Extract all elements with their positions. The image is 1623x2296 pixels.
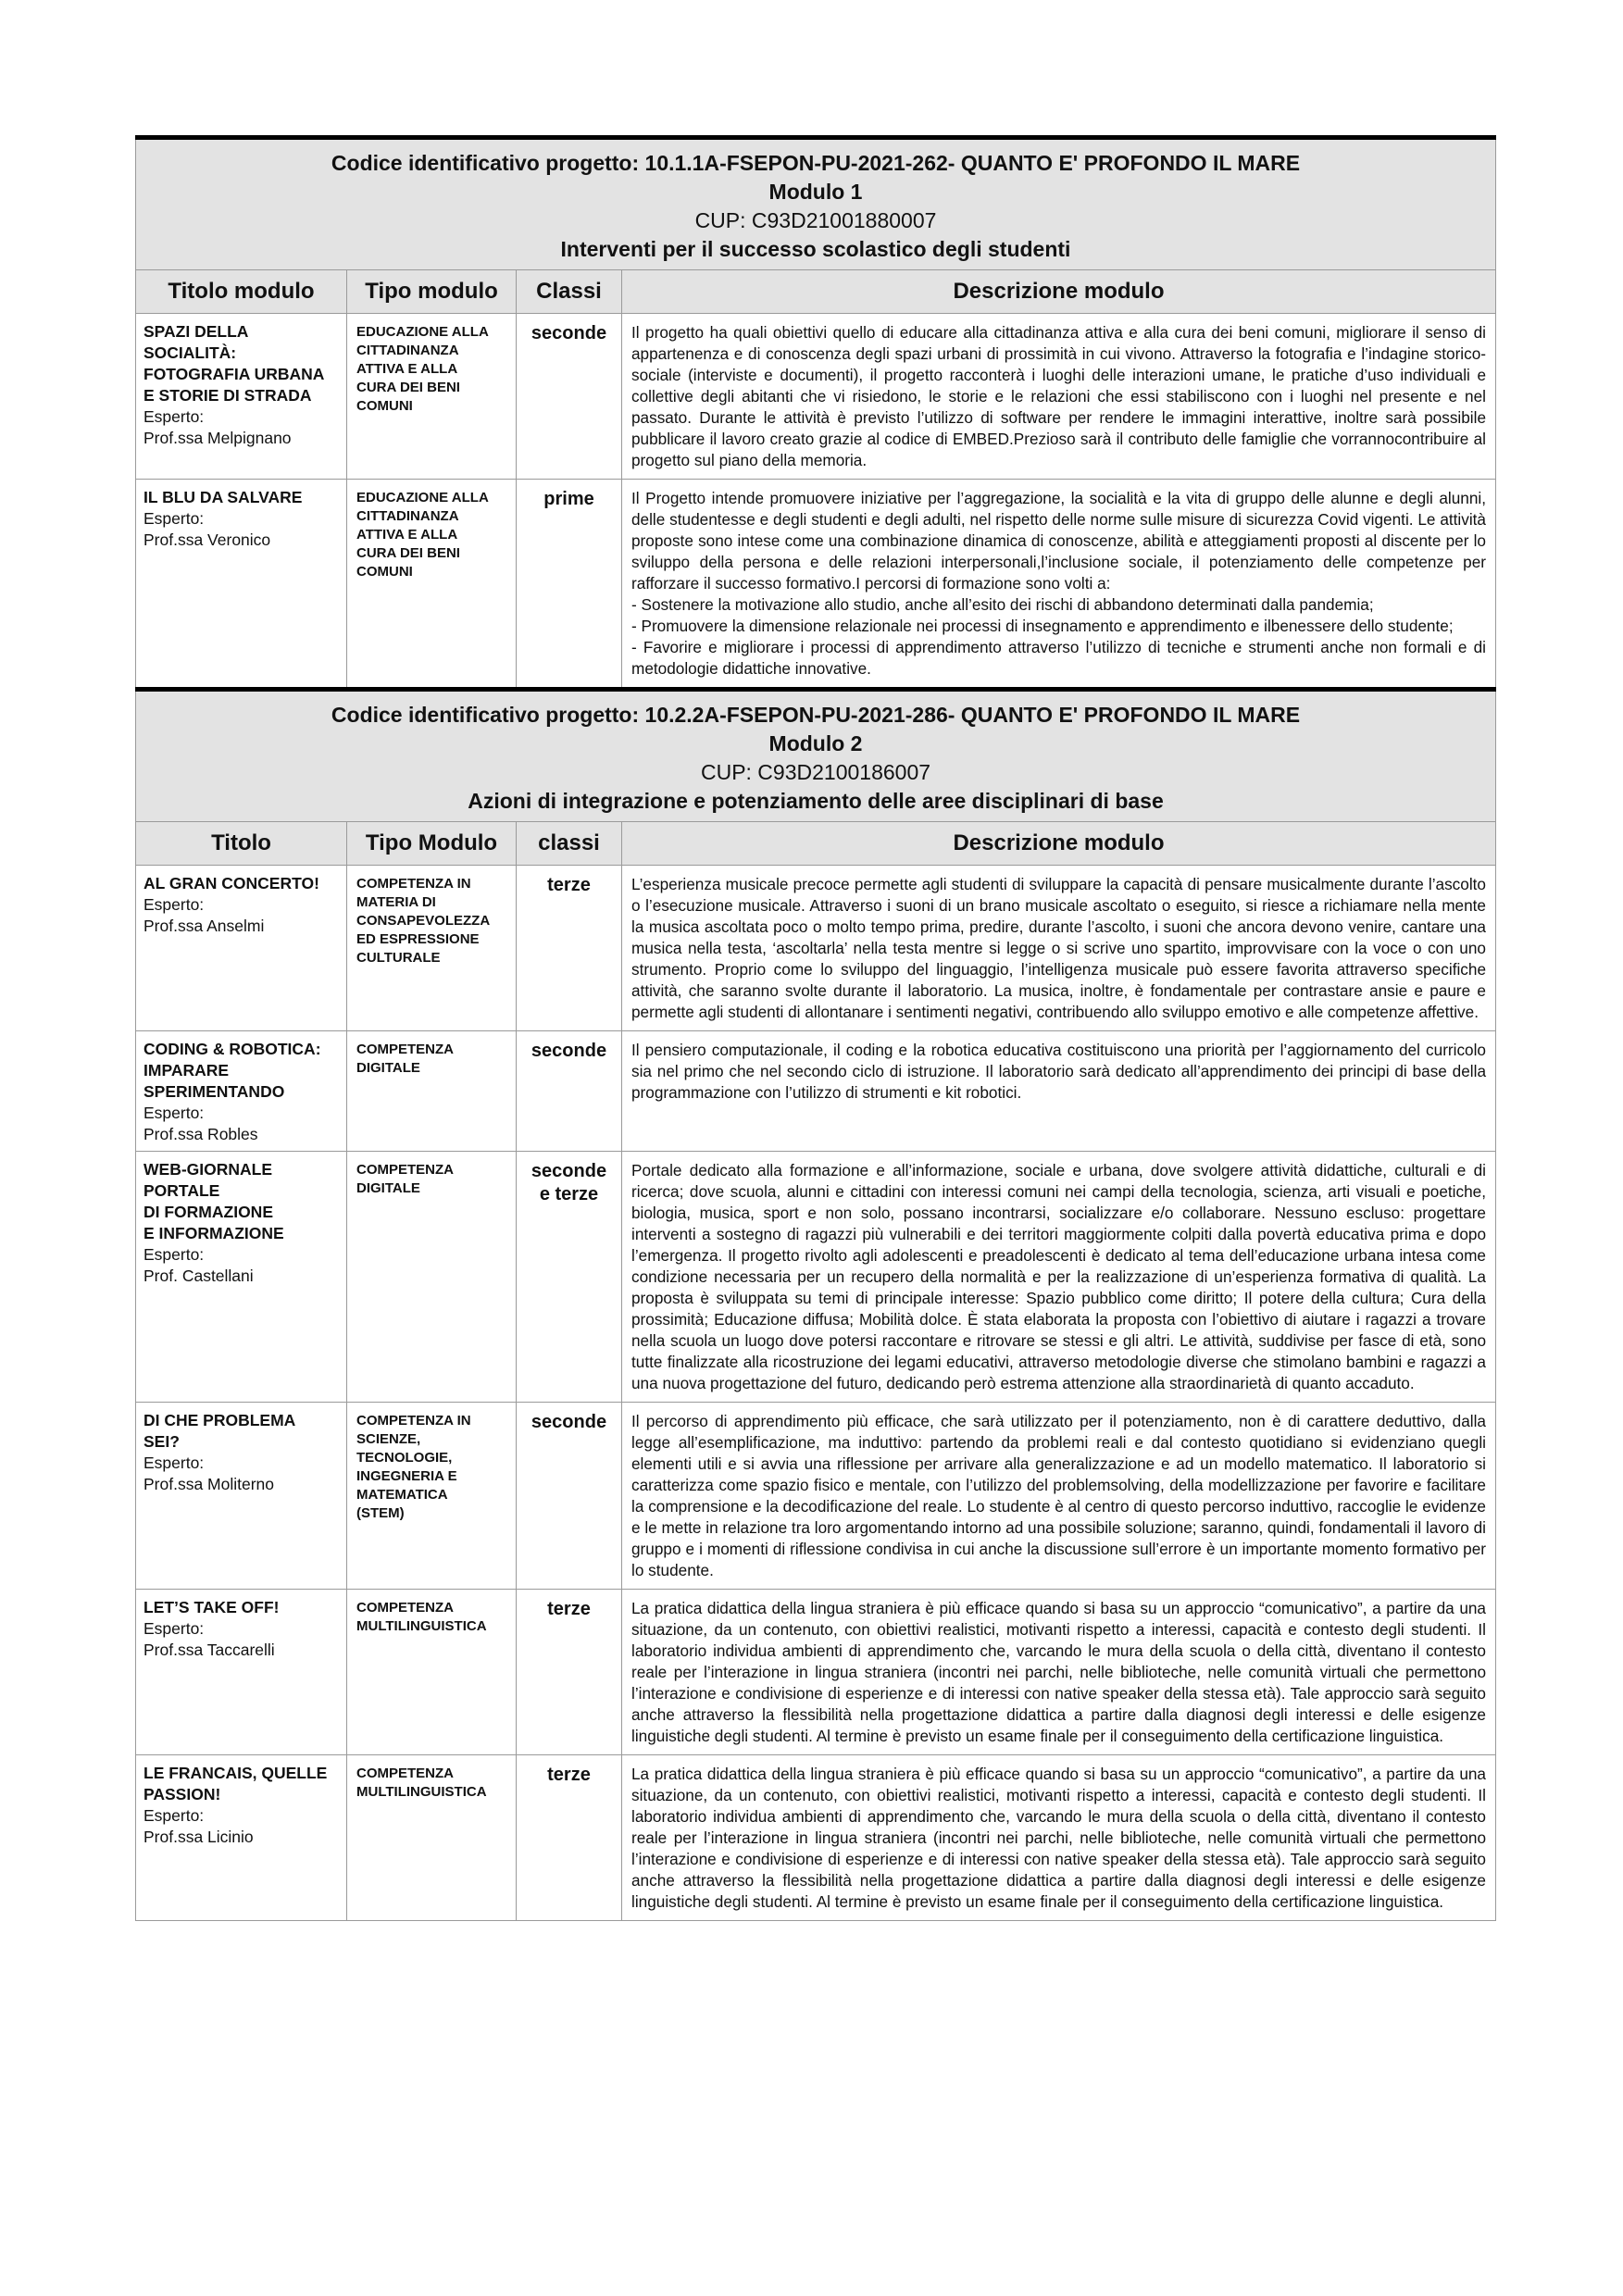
module-title-cell — [136, 866, 347, 1031]
module-description — [622, 1590, 1496, 1755]
modules-table — [135, 135, 1496, 1921]
module-type: EDUCAZIONE ALLA CITTADINANZA ATTIVA E ALLA CURA DEI BENI COMUNI — [347, 314, 517, 480]
description-paragraph: Il pensiero computazionale, il coding e la robotica educativa costituiscono una priorità per l’aggiornamento del curricolo sia nel primo che nel secondo ciclo di istruzione. Il laboratorio sarà dedicato all’apprendimento dei principi di base della programmazione con l’utilizzo di strumenti e kit robotici. — [631, 1041, 1486, 1102]
expert-label: Esperto: — [144, 895, 205, 914]
module-title: AL GRAN CONCERTO! — [144, 874, 319, 892]
description-paragraph: Il Progetto intende promuovere iniziative per l’aggregazione, la socialità e la vita di gruppo delle alunne e degli alunni, delle studentesse e degli studenti e degli adulti, nel rispetto delle norme sulle misure di sicurezza Covid vigenti. Le attività proposte sono intese come una combinazione dinamica di conoscenze, abilità e atteggiamenti proposti al discente per lo sviluppo della persona e delle relazioni interpersonali,l’inclusione sociale, il potenziamento delle competenze per rafforzare il successo formativo.I percorsi di formazione sono volti a: — [631, 489, 1486, 593]
type-header: Tipo modulo — [347, 270, 517, 314]
module-title-cell — [136, 314, 347, 480]
expert-label: Esperto: — [144, 1104, 205, 1122]
module-description — [622, 866, 1496, 1031]
expert-name: Prof.ssa Moliterno — [144, 1475, 275, 1493]
classes-header: classi — [517, 822, 622, 866]
module-row — [136, 1755, 1496, 1921]
project-header-inner — [136, 140, 1495, 269]
description-header: Descrizione modulo — [622, 822, 1496, 866]
title-header: Titolo — [136, 822, 347, 866]
expert-name: Prof.ssa Taccarelli — [144, 1641, 275, 1659]
description-paragraph: La pratica didattica della lingua straniera è più efficace quando si basa su un approccio “comunicativo”, a partire da una situazione, da un contenuto, con obiettivi realistici, motivanti rispetto a interessi, capacità e contesto degli studenti. Il laboratorio individua ambienti di apprendimento che, varcando le mura della scuola o della città, diventano il contesto reale per l’interazione in lingua straniera (incontri nei parchi, nelle biblioteche, nelle comunità virtuali che permettono l’interazione e condivisione di esperienze e di interessi con native speaker della stessa età). Tale approccio sarà seguito anche attraverso la flessibilità nella progettazione didattica a partire dalla diagnosi degli interessi e delle esigenze linguistiche degli studenti. Al termine è previsto un esame finale per il conseguimento della certificazione linguistica. — [631, 1599, 1486, 1745]
description-paragraph: Il progetto ha quali obiettivi quello di educare alla cittadinanza attiva e alla cura dei beni comuni, migliorare il senso di appartenenza e di conoscenza degli spazi urbani di prossimità in cui vivono. Attraverso la fotografia e l’indagine storico-sociale (interviste e documenti), il progetto racconterà i luoghi delle interazioni umane, le pratiche d’uso individuali e collettive degli abitanti che vi risiedono, le storie e le relazioni che essi stabiliscono con i luoghi nel presente e nel passato. Durante le attività è previsto l’utilizzo di software per rendere le immagini interattive, inoltre sarà possibile pubblicare il lavoro creato grazie al codice di EMBED.Prezioso sarà il contributo delle famiglie che vorrannocontribuire al progetto sul piano della memoria. — [631, 323, 1486, 469]
project-subtitle: Azioni di integrazione e potenziamento delle aree disciplinari di base — [468, 789, 1164, 813]
module-type: COMPETENZA MULTILINGUISTICA — [347, 1590, 517, 1755]
expert-name: Prof.ssa Anselmi — [144, 917, 265, 935]
module-description — [622, 1755, 1496, 1921]
title-header: Titolo modulo — [136, 270, 347, 314]
expert-label: Esperto: — [144, 1619, 205, 1638]
module-type: COMPETENZA MULTILINGUISTICA — [347, 1755, 517, 1921]
expert-label: Esperto: — [144, 509, 205, 528]
type-header: Tipo Modulo — [347, 822, 517, 866]
module-title: SPAZI DELLA SOCIALITÀ: FOTOGRAFIA URBANA E STORIE DI STRADA — [144, 322, 325, 405]
module-type: COMPETENZA DIGITALE — [347, 1152, 517, 1403]
description-paragraph: L’esperienza musicale precoce permette agli studenti di sviluppare la capacità di pensare musicalmente durante l’ascolto o l’esecuzione musicale. Attraverso i suoni di un brano musicale ascoltato o eseguito, si riesce a richiamare nella mente la musica ascoltata poco o molto tempo prima, predire, durante l’ascolto, i suoni che ancora devono venire, cantare una musica nella testa, ‘ascoltarla’ nella testa mentre si legge o si scrive uno spartito, improvvisare con la voce o con uno strumento. Proprio come lo sviluppo del linguaggio, l’intelligenza musicale può essere favorita attraverso specifiche attività, che saranno svolte durante il laboratorio. La musica, inoltre, è fondamentale per contrastare ansie e paure e permette agli studenti di allontanare i sentimenti negativi, contribuendo allo sviluppo emotivo e alle competenze affettive. — [631, 875, 1486, 1021]
module-classes: terze — [517, 1590, 622, 1755]
project-code: Codice identificativo progetto: 10.2.2A-FSEPON-PU-2021-286- QUANTO E' PROFONDO IL MARE — [331, 703, 1301, 727]
module-row — [136, 1590, 1496, 1755]
module-row — [136, 480, 1496, 690]
expert-name: Prof.ssa Melpignano — [144, 429, 292, 447]
module-title-cell — [136, 1031, 347, 1152]
cup-code: CUP: C93D21001880007 — [694, 208, 937, 232]
expert-name: Prof. Castellani — [144, 1267, 254, 1285]
expert-label: Esperto: — [144, 1245, 205, 1264]
expert-name: Prof.ssa Veronico — [144, 530, 271, 549]
module-title: DI CHE PROBLEMA SEI? — [144, 1411, 296, 1451]
module-number: Modulo 1 — [768, 180, 863, 204]
module-classes: seconde — [517, 1031, 622, 1152]
module-row — [136, 1152, 1496, 1403]
module-description — [622, 1152, 1496, 1403]
module-type: COMPETENZA IN MATERIA DI CONSAPEVOLEZZA ED ESPRESSIONE CULTURALE — [347, 866, 517, 1031]
column-header-row — [136, 822, 1496, 866]
project-header-row — [136, 138, 1496, 270]
module-title-cell — [136, 480, 347, 690]
document-page — [135, 135, 1496, 1921]
project-subtitle: Interventi per il successo scolastico degli studenti — [560, 237, 1071, 261]
description-paragraph: La pratica didattica della lingua straniera è più efficace quando si basa su un approccio “comunicativo”, a partire da una situazione, da un contenuto, con obiettivi realistici, motivanti rispetto a interessi, capacità e contesto degli studenti. Il laboratorio individua ambienti di apprendimento che, varcando le mura della scuola o della città, diventano il contesto reale per l’interazione in lingua straniera (incontri nei parchi, nelle biblioteche, nelle comunità virtuali che permettono l’interazione e condivisione di esperienze e di interessi con native speaker della stessa età). Tale approccio sarà seguito anche attraverso la flessibilità nella progettazione didattica a partire dalla diagnosi degli interessi e delle esigenze linguistiche degli studenti. Al termine è previsto un esame finale per il conseguimento della certificazione linguistica. — [631, 1765, 1486, 1911]
project-header — [136, 690, 1496, 822]
module-row — [136, 866, 1496, 1031]
description-paragraph: Il percorso di apprendimento più efficace, che sarà utilizzato per il potenziamento, non è di carattere deduttivo, dalla legge all’esemplificazione, ma induttivo: partendo da problemi reali e dal contesto quotidiano si evidenziano quegli elementi utili e si avvia una riflessione per arrivare alla generalizzazione e ad un modello matematico. Il laboratorio si caratterizza come spazio fisico e mentale, con l’utilizzo del problemsolving, della modellizzazione per favorire e facilitare la comprensione e la decodificazione del reale. Lo studente è al centro di questo percorso induttivo, raccoglie le evidenze e le mette in relazione tra loro argomentando intorno ad una possibile soluzione; saranno, quindi, fondamentali il lavoro di gruppo e i momenti di riflessione condivisa in cui anche la discussione sull’errore è un importante momento formativo per lo studente. — [631, 1412, 1486, 1579]
module-title-cell — [136, 1590, 347, 1755]
module-classes: terze — [517, 866, 622, 1031]
module-type: COMPETENZA IN SCIENZE, TECNOLOGIE, INGEGNERIA E MATEMATICA (STEM) — [347, 1403, 517, 1590]
description-paragraph: Portale dedicato alla formazione e all’informazione, sociale e urbana, dove svolgere attività didattiche, culturali e di ricerca; dove scuola, alunni e cittadini con interessi comuni nei campi della tecnologia, scienza, arti visuali e poetiche, biologia, musica, sport e non solo, possano incontrarsi, socializzare e/o collaborare. Nessuno escluso: progettare interventi a sostegno di ragazzi più vulnerabili e dei territori maggiormente colpiti dalla povertà educativa prima e dopo l’emergenza. Il progetto rivolto agli adolescenti e preadolescenti è dedicato al tema dell’educazione urbana intesa come condizione necessaria per un recupero della normalità e per la realizzazione di un’esperienza formativa di qualità. La proposta è sviluppata su temi di principale interesse: Spazio pubblico come diritto; Il potere della cultura; Cura della prossimità; Educazione diffusa; Mobilità dolce. È stata elaborata la proposta con l’obiettivo di aiutare i ragazzi a trovare nella scuola un luogo dove potersi raccontare e ritrovare se stessi e gli altri. Le attività, suddivise per fasce di età, sono tutte finalizzate alla ricostruzione dei legami educativi, attraverso metodologie diverse che stimolano bambini e ragazzi a una nuova progettazione del futuro, dedicando però estrema attenzione alla straordinarietà di quanto accaduto. — [631, 1161, 1486, 1392]
module-title: LE FRANCAIS, QUELLE PASSION! — [144, 1764, 328, 1803]
module-type: EDUCAZIONE ALLA CITTADINANZA ATTIVA E ALLA CURA DEI BENI COMUNI — [347, 480, 517, 690]
description-paragraph: - Sostenere la motivazione allo studio, anche all’esito dei rischi di abbandono determinati dalla pandemia; — [631, 595, 1374, 614]
module-description — [622, 1403, 1496, 1590]
module-row — [136, 1031, 1496, 1152]
description-header: Descrizione modulo — [622, 270, 1496, 314]
expert-name: Prof.ssa Robles — [144, 1125, 258, 1143]
module-row — [136, 1403, 1496, 1590]
module-description — [622, 480, 1496, 690]
module-title-cell — [136, 1152, 347, 1403]
module-row — [136, 314, 1496, 480]
expert-label: Esperto: — [144, 1454, 205, 1472]
module-title-cell — [136, 1755, 347, 1921]
module-number: Modulo 2 — [768, 731, 863, 755]
cup-code: CUP: C93D2100186007 — [700, 760, 931, 784]
module-title-cell — [136, 1403, 347, 1590]
module-description — [622, 1031, 1496, 1152]
expert-label: Esperto: — [144, 1806, 205, 1825]
project-code: Codice identificativo progetto: 10.1.1A-FSEPON-PU-2021-262- QUANTO E' PROFONDO IL MARE — [331, 151, 1301, 175]
module-classes: seconde e terze — [517, 1152, 622, 1403]
classes-header: Classi — [517, 270, 622, 314]
module-classes: seconde — [517, 314, 622, 480]
project-header-row — [136, 690, 1496, 822]
project-header-inner — [136, 692, 1495, 821]
description-paragraph: - Promuovere la dimensione relazionale nei processi di insegnamento e apprendimento e ilbenessere dello studente; — [631, 617, 1454, 635]
project-header — [136, 138, 1496, 270]
module-type: COMPETENZA DIGITALE — [347, 1031, 517, 1152]
description-paragraph: - Favorire e migliorare i processi di apprendimento attraverso l’utilizzo di tecniche e strumenti anche non formali e di metodologie didattiche innovative. — [631, 638, 1486, 678]
module-classes: terze — [517, 1755, 622, 1921]
module-title: CODING & ROBOTICA: IMPARARE SPERIMENTANDO — [144, 1040, 321, 1101]
column-header-row — [136, 270, 1496, 314]
module-title: IL BLU DA SALVARE — [144, 488, 303, 506]
module-description — [622, 314, 1496, 480]
module-classes: seconde — [517, 1403, 622, 1590]
module-title: WEB-GIORNALE PORTALE DI FORMAZIONE E INFORMAZIONE — [144, 1160, 284, 1242]
expert-label: Esperto: — [144, 407, 205, 426]
module-classes: prime — [517, 480, 622, 690]
module-title: LET’S TAKE OFF! — [144, 1598, 280, 1616]
expert-name: Prof.ssa Licinio — [144, 1828, 254, 1846]
